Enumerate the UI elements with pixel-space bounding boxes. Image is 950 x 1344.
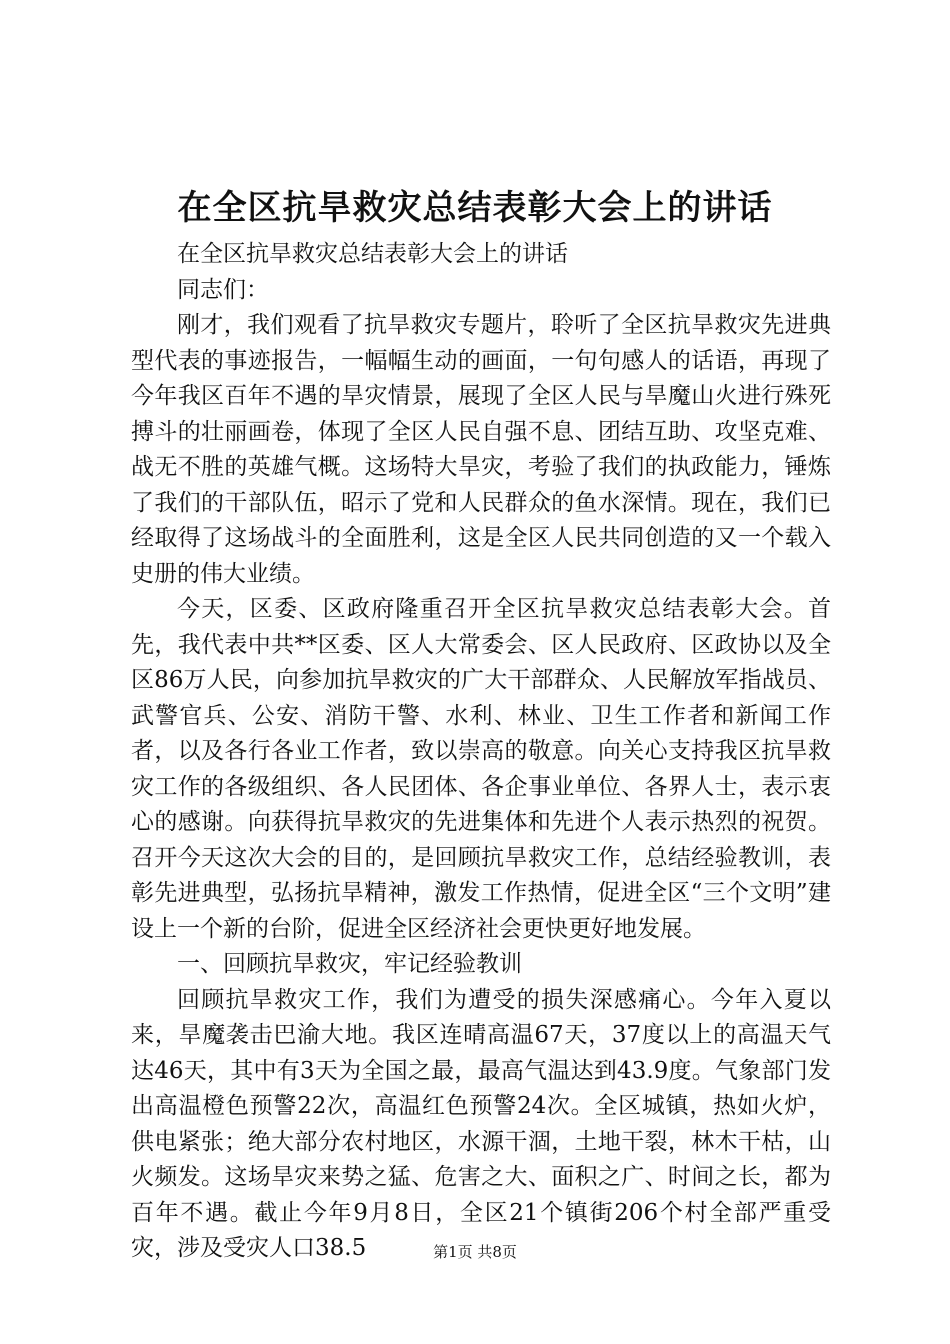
body-paragraph: 刚才，我们观看了抗旱救灾专题片，聆听了全区抗旱救灾先进典型代表的事迹报告，一幅幅生动的画面，一句句感人的话语，再现了今年我区百年不遇的旱灾情景，展现了全区人民与旱魔山火进行殊死搏斗的壮丽画卷，体现了全区人民自强不息、团结互助、攻坚克难、战无不胜的英雄气概。这场特大旱灾，考验了我们的执政能力，锤炼了我们的干部队伍，昭示了党和人民群众的鱼水深情。现在，我们已经取得了这场战斗的全面胜利，这是全区人民共同创造的又一个载入史册的伟大业绩。 <box>131 312 831 587</box>
salutation-paragraph: 同志们： <box>177 276 269 303</box>
body-paragraph: 回顾抗旱救灾工作，我们为遭受的损失深感痛心。今年入夏以来，旱魔袭击巴渝大地。我区连晴高温67天，37度以上的高温天气达46天，其中有3天为全国之最，最高气温达到43.9度。气象部门发出高温橙色预警22次，高温红色预警24次。全区城镇，热如火炉，供电紧张；绝大部分农村地区，水源干涸，土地干裂，林木干枯，山火频发。这场旱灾来势之猛、危害之大、面积之广、时间之长，都为百年不遇。截止今年9月8日，全区21个镇街206个村全部严重受灾，涉及受灾人口38.5 <box>131 986 831 1261</box>
document-body <box>131 237 831 1267</box>
page-footer: 第1页 共8页 <box>433 1243 517 1261</box>
body-paragraph: 今天，区委、区政府隆重召开全区抗旱救灾总结表彰大会。首先，我代表中共**区委、区人大常委会、区人民政府、区政协以及全区86万人民，向参加抗旱救灾的广大干部群众、人民解放军指战员、武警官兵、公安、消防干警、水利、林业、卫生工作者和新闻工作者，以及各行各业工作者，致以崇高的敬意。向关心支持我区抗旱救灾工作的各级组织、各人民团体、各企事业单位、各界人士，表示衷心的感谢。向获得抗旱救灾的先进集体和先进个人表示热烈的祝贺。召开今天这次大会的目的，是回顾抗旱救灾工作，总结经验教训，表彰先进典型，弘扬抗旱精神，激发工作热情，促进全区“三个文明”建设上一个新的台阶，促进全区经济社会更快更好地发展。 <box>131 596 831 942</box>
subtitle-paragraph: 在全区抗旱救灾总结表彰大会上的讲话 <box>177 241 568 267</box>
section-heading: 一、回顾抗旱救灾，牢记经验教训 <box>177 951 522 977</box>
document-title: 在全区抗旱救灾总结表彰大会上的讲话 <box>177 188 773 228</box>
